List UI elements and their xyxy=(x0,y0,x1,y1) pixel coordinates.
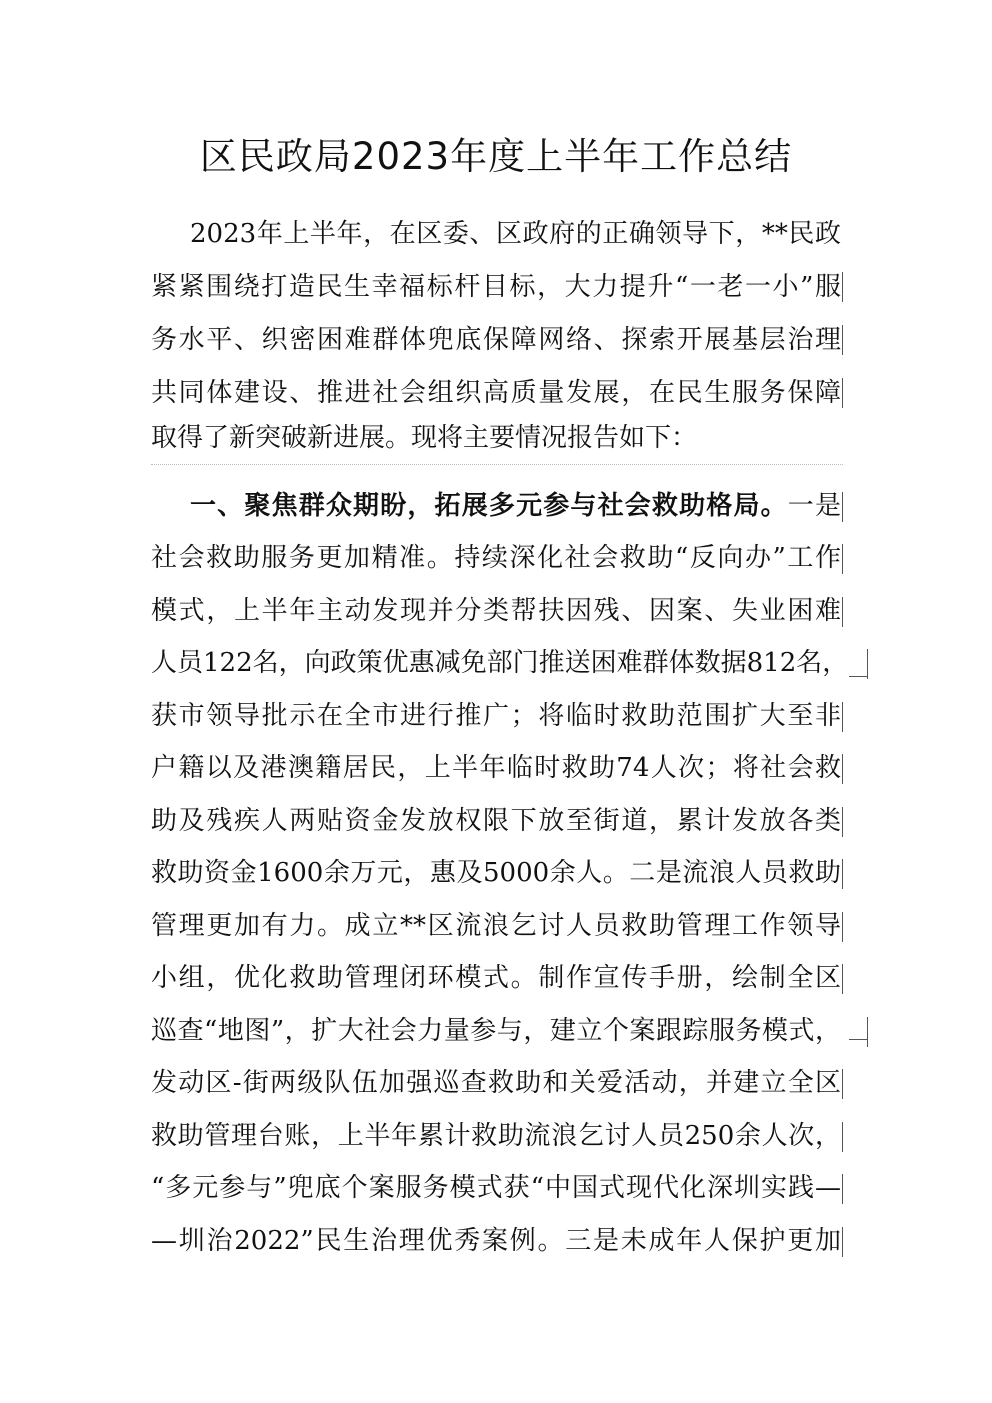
line-end-tick xyxy=(849,676,868,677)
line-end-marker xyxy=(842,807,843,837)
line-end-marker xyxy=(842,754,843,784)
intro-line: 取得了新突破新进展。现将主要情况报告如下： xyxy=(151,423,698,453)
body-line: 管理更加有力。成立**区流浪乞讨人员救助管理工作领导 xyxy=(151,911,841,941)
body-line: 巡查“地图”，扩大社会力量参与，建立个案跟踪服务模式， xyxy=(151,1016,841,1046)
line-end-marker xyxy=(842,702,843,732)
line-end-marker xyxy=(842,492,843,522)
line-end-marker xyxy=(842,1174,843,1204)
line-end-marker xyxy=(842,544,843,574)
line-end-marker xyxy=(842,1122,843,1152)
line-end-marker xyxy=(842,1227,843,1257)
body-line: 社会救助服务更加精准。持续深化社会救助“反向办”工作 xyxy=(151,543,841,573)
body-line: 户籍以及港澳籍居民，上半年临时救助74人次；将社会救 xyxy=(151,753,841,783)
section-divider xyxy=(151,464,843,465)
line-end-marker xyxy=(842,325,843,355)
body-line: 发动区-街两级队伍加强巡查救助和关爱活动，并建立全区 xyxy=(151,1068,841,1098)
body-line: 助及残疾人两贴资金发放权限下放至街道，累计发放各类 xyxy=(151,806,841,836)
line-end-marker xyxy=(842,1069,843,1099)
body-line: 救助管理台账，上半年累计救助流浪乞讨人员250余人次， xyxy=(151,1121,841,1151)
document-title: 区民政局2023年度上半年工作总结 xyxy=(199,135,793,178)
body-line: 小组，优化救助管理闭环模式。制作宣传手册，绘制全区 xyxy=(151,963,841,993)
section-heading-rest: 一是 xyxy=(787,491,841,521)
line-end-marker xyxy=(867,1017,868,1047)
line-end-marker xyxy=(842,964,843,994)
intro-line: 2023年上半年，在区委、区政府的正确领导下，**民政 xyxy=(190,219,841,249)
line-end-marker xyxy=(842,859,843,889)
section-heading: 一、聚焦群众期盼，拓展多元参与社会救助格局。 xyxy=(190,491,788,521)
line-end-marker xyxy=(842,272,843,302)
line-end-marker xyxy=(842,378,843,408)
line-end-marker xyxy=(867,649,868,679)
intro-line: 务水平、织密困难群体兜底保障网络、探索开展基层治理 xyxy=(151,325,841,355)
body-line: 救助资金1600余万元，惠及5000余人。二是流浪人员救助 xyxy=(151,858,841,888)
section-heading-line xyxy=(190,488,841,524)
body-line: 获市领导批示在全市进行推广；将临时救助范围扩大至非 xyxy=(151,701,841,731)
body-line: —圳治2022”民生治理优秀案例。三是未成年人保护更加 xyxy=(151,1226,841,1256)
intro-line: 紧紧围绕打造民生幸福标杆目标，大力提升“一老一小”服 xyxy=(151,272,841,302)
line-end-marker xyxy=(842,597,843,627)
body-line: “多元参与”兜底个案服务模式获“中国式现代化深圳实践— xyxy=(151,1173,841,1203)
body-line: 人员122名，向政策优惠减免部门推送困难群体数据812名， xyxy=(151,648,849,678)
line-end-marker xyxy=(842,912,843,942)
intro-line: 共同体建设、推进社会组织高质量发展，在民生服务保障 xyxy=(151,378,841,408)
line-end-tick xyxy=(849,1039,868,1040)
body-line: 模式，上半年主动发现并分类帮扶因残、因案、失业困难 xyxy=(151,596,841,626)
